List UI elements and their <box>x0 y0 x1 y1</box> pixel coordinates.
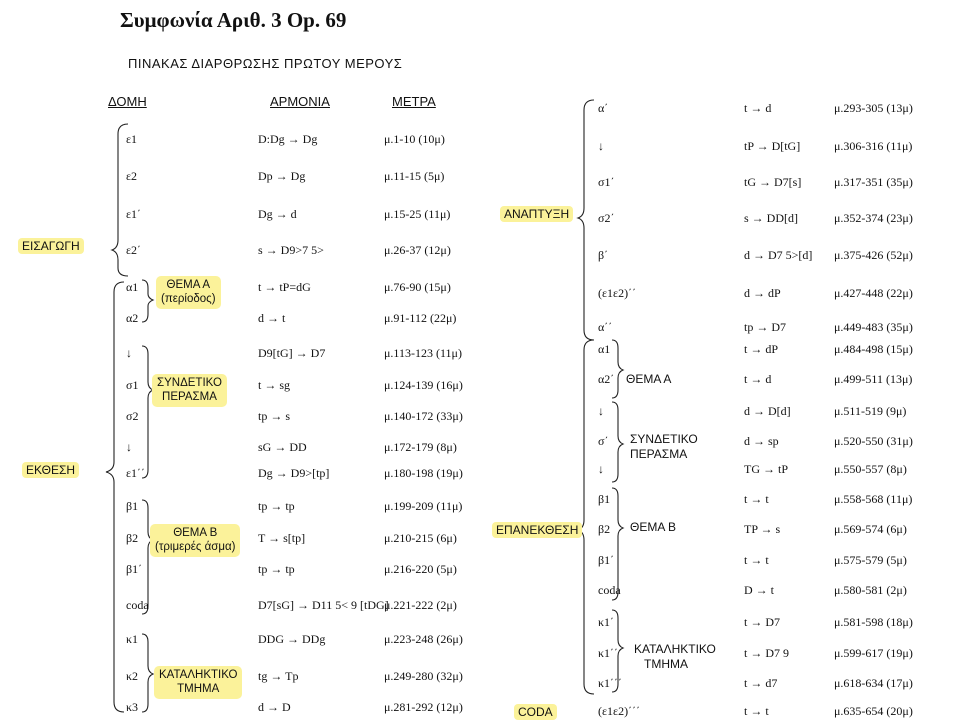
measures-cell: μ.140-172 (33μ) <box>384 409 463 423</box>
harmony-cell: tG → D7[s] <box>744 175 802 189</box>
harmony-cell: t → t <box>744 704 769 718</box>
harmony-cell: D → t <box>744 583 774 597</box>
rec-theme-b-label: ΘΕΜΑ Β <box>630 520 677 534</box>
structure-cell: (ε1ε2)΄΄΄ <box>598 704 641 718</box>
measures-cell: μ.221-222 (2μ) <box>384 598 457 612</box>
measures-cell: μ.1-10 (10μ) <box>384 132 445 146</box>
header-measures: ΜΕΤΡΑ <box>392 94 436 109</box>
harmony-cell: D7[sG] → D11 5< 9 [tDG] <box>258 598 389 612</box>
harmony-cell: TP → s <box>744 522 781 536</box>
measures-cell: μ.618-634 (17μ) <box>834 676 913 690</box>
measures-cell: μ.449-483 (35μ) <box>834 320 913 334</box>
harmony-cell: d → t <box>258 311 286 325</box>
harmony-cell: t → t <box>744 553 769 567</box>
page-title: Συμφωνία Αριθ. 3 Op. 69 <box>120 8 347 32</box>
structure-cell: ε1΄΄ <box>126 466 146 480</box>
section-intro: ΕΙΣΑΓΩΓΗ <box>18 238 84 254</box>
structure-cell: α2΄ <box>598 372 615 386</box>
structure-cell: β1 <box>598 492 611 506</box>
transition-label: ΣΥΝΔΕΤΙΚΟ ΠΕΡΑΣΜΑ <box>152 374 227 407</box>
measures-cell: μ.11-15 (5μ) <box>384 169 445 183</box>
measures-cell: μ.216-220 (5μ) <box>384 562 457 576</box>
structure-cell: κ1΄ <box>598 615 615 629</box>
harmony-cell: t → d <box>744 101 772 115</box>
structure-cell: ε1΄ <box>126 207 142 221</box>
harmony-cell: TG → tP <box>744 462 789 476</box>
harmony-cell: d → D7 5>[d] <box>744 248 813 262</box>
measures-cell: μ.26-37 (12μ) <box>384 243 451 257</box>
measures-cell: μ.317-351 (35μ) <box>834 175 913 189</box>
harmony-cell: s → D9>7 5> <box>258 243 324 257</box>
structure-cell: κ1΄΄ <box>598 646 619 660</box>
harmony-cell: D:Dg → Dg <box>258 132 318 146</box>
harmony-cell: t → t <box>744 492 769 506</box>
structure-cell: κ2 <box>126 669 139 683</box>
harmony-cell: d → D[d] <box>744 404 791 418</box>
harmony-cell: tg → Tp <box>258 669 299 683</box>
measures-cell: μ.91-112 (22μ) <box>384 311 457 325</box>
section-development: ΑΝΑΠΤΥΞΗ <box>500 206 573 222</box>
structure-cell: β1΄ <box>598 553 615 567</box>
harmony-cell: t → tP=dG <box>258 280 311 294</box>
structure-cell: ε2 <box>126 169 138 183</box>
measures-cell: μ.569-574 (6μ) <box>834 522 907 536</box>
structure-cell: α1 <box>126 280 139 294</box>
rec-transition-label: ΣΥΝΔΕΤΙΚΟ ΠΕΡΑΣΜΑ <box>630 432 698 461</box>
rec-closing-label: ΚΑΤΑΛΗΚΤΙΚΟ ΤΜΗΜΑ <box>634 642 716 671</box>
structure-cell: β1΄ <box>126 562 143 576</box>
structure-cell: σ΄ <box>598 434 609 448</box>
harmony-cell: tP → D[tG] <box>744 139 801 153</box>
structure-cell: α΄ <box>598 101 609 115</box>
structure-cell: κ1 <box>126 632 139 646</box>
measures-cell: μ.427-448 (22μ) <box>834 286 913 300</box>
harmony-cell: t → d <box>744 372 772 386</box>
measures-cell: μ.375-426 (52μ) <box>834 248 913 262</box>
measures-cell: μ.180-198 (19μ) <box>384 466 463 480</box>
structure-cell: coda <box>126 598 149 612</box>
harmony-cell: Dg → d <box>258 207 297 221</box>
measures-cell: μ.499-511 (13μ) <box>834 372 913 386</box>
rec-theme-a-label: ΘΕΜΑ Α <box>626 372 672 386</box>
measures-cell: μ.249-280 (32μ) <box>384 669 463 683</box>
structure-cell: α2 <box>126 311 139 325</box>
structure-cell: ↓ <box>598 139 604 153</box>
measures-cell: μ.580-581 (2μ) <box>834 583 907 597</box>
structure-cell: κ3 <box>126 700 139 714</box>
header-harmony: ΑΡΜΟΝΙΑ <box>270 94 330 109</box>
measures-cell: μ.520-550 (31μ) <box>834 434 913 448</box>
harmony-cell: t → d7 <box>744 676 778 690</box>
measures-cell: μ.172-179 (8μ) <box>384 440 457 454</box>
measures-cell: μ.281-292 (12μ) <box>384 700 463 714</box>
structure-cell: ε2΄ <box>126 243 142 257</box>
structure-cell: ↓ <box>126 346 132 360</box>
structure-cell: σ2΄ <box>598 211 615 225</box>
structure-cell: α΄΄ <box>598 320 613 334</box>
measures-cell: μ.306-316 (11μ) <box>834 139 913 153</box>
measures-cell: μ.293-305 (13μ) <box>834 101 913 115</box>
structure-cell: ↓ <box>126 440 132 454</box>
measures-cell: μ.581-598 (18μ) <box>834 615 913 629</box>
structure-cell: ε1 <box>126 132 138 146</box>
harmony-cell: s → DD[d] <box>744 211 798 225</box>
harmony-cell: D9[tG] → D7 <box>258 346 326 360</box>
harmony-cell: t → sg <box>258 378 291 392</box>
measures-cell: μ.635-654 (20μ) <box>834 704 913 718</box>
harmony-cell: tp → tp <box>258 499 295 513</box>
theme-b-label: ΘΕΜΑ Β (τριμερές άσμα) <box>150 524 240 557</box>
structure-cell: κ1΄΄΄ <box>598 676 623 690</box>
section-exposition: ΕΚΘΕΣΗ <box>22 462 79 478</box>
structure-cell: β΄ <box>598 248 609 262</box>
measures-cell: μ.550-557 (8μ) <box>834 462 907 476</box>
measures-cell: μ.558-568 (11μ) <box>834 492 913 506</box>
measures-cell: μ.15-25 (11μ) <box>384 207 451 221</box>
structure-cell: (ε1ε2)΄΄ <box>598 286 637 300</box>
harmony-cell: d → D <box>258 700 291 714</box>
measures-cell: μ.511-519 (9μ) <box>834 404 907 418</box>
measures-cell: μ.210-215 (6μ) <box>384 531 457 545</box>
measures-cell: μ.199-209 (11μ) <box>384 499 463 513</box>
measures-cell: μ.223-248 (26μ) <box>384 632 463 646</box>
section-recapitulation: ΕΠΑΝΕΚΘΕΣΗ <box>492 522 582 538</box>
harmony-cell: d → dP <box>744 286 781 300</box>
structure-cell: β1 <box>126 499 139 513</box>
harmony-cell: DDG → DDg <box>258 632 326 646</box>
structure-cell: ↓ <box>598 462 604 476</box>
harmony-cell: d → sp <box>744 434 779 448</box>
harmony-cell: T → s[tp] <box>258 531 306 545</box>
section-coda: CODA <box>514 704 557 720</box>
harmony-cell: tp → D7 <box>744 320 786 334</box>
harmony-cell: t → D7 9 <box>744 646 789 660</box>
structure-cell: β2 <box>126 531 139 545</box>
harmony-cell: tp → s <box>258 409 291 423</box>
harmony-cell: tp → tp <box>258 562 295 576</box>
header-structure: ΔΟΜΗ <box>108 94 147 109</box>
closing-label: ΚΑΤΑΛΗΚΤΙΚΟ ΤΜΗΜΑ <box>154 666 242 699</box>
structure-cell: β2 <box>598 522 611 536</box>
structure-cell: σ1΄ <box>598 175 615 189</box>
measures-cell: μ.113-123 (11μ) <box>384 346 462 360</box>
measures-cell: μ.124-139 (16μ) <box>384 378 463 392</box>
structure-cell: coda <box>598 583 621 597</box>
structure-cell: ↓ <box>598 404 604 418</box>
table-subtitle: ΠΙΝΑΚΑΣ ΔΙΑΡΘΡΩΣΗΣ ΠΡΩΤΟΥ ΜΕΡΟΥΣ <box>128 56 403 71</box>
structure-cell: σ2 <box>126 409 139 423</box>
structure-cell: σ1 <box>126 378 139 392</box>
measures-cell: μ.575-579 (5μ) <box>834 553 907 567</box>
harmony-cell: t → dP <box>744 342 779 356</box>
measures-cell: μ.484-498 (15μ) <box>834 342 913 356</box>
theme-a-label: ΘΕΜΑ Α (περίοδος) <box>156 276 221 309</box>
structure-cell: α1 <box>598 342 611 356</box>
harmony-cell: sG → DD <box>258 440 307 454</box>
measures-cell: μ.76-90 (15μ) <box>384 280 451 294</box>
measures-cell: μ.599-617 (19μ) <box>834 646 913 660</box>
harmony-cell: Dg → D9>[tp] <box>258 466 330 480</box>
harmony-cell: t → D7 <box>744 615 780 629</box>
measures-cell: μ.352-374 (23μ) <box>834 211 913 225</box>
harmony-cell: Dp → Dg <box>258 169 306 183</box>
